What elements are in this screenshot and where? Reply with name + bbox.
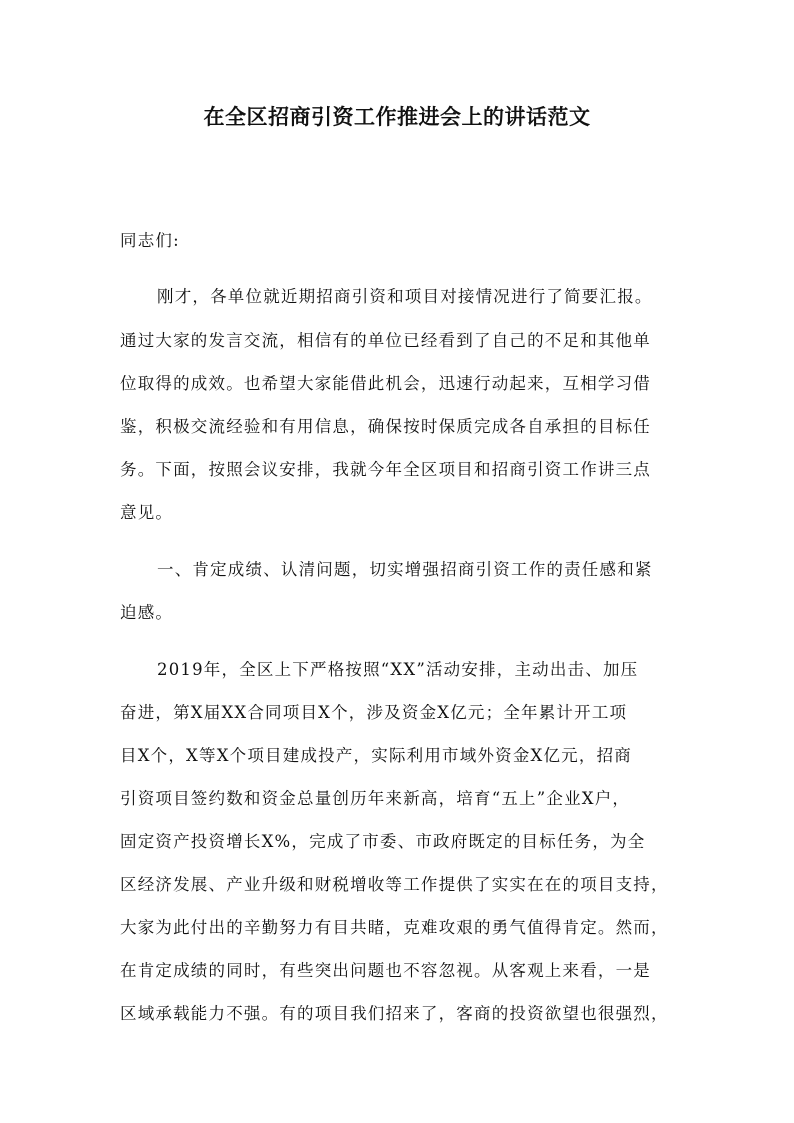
paragraph-line: 引资项目签约数和资金总量创历年来新高，培育“五上”企业X户， (120, 789, 631, 808)
paragraph-line: 固定资产投资增长X%，完成了市委、市政府既定的目标任务，为全 (120, 832, 646, 851)
section-heading-line: 迫感。 (120, 603, 174, 622)
paragraph-line: 目X个，X等X个项目建成投产，实际利用市域外资金X亿元，招商 (120, 746, 632, 765)
paragraph-line: 在肯定成绩的同时，有些突出问题也不容忽视。从客观上来看，一是 (120, 961, 651, 980)
paragraph-line: 意见。 (120, 503, 174, 522)
paragraph-line: 区域承载能力不强。有的项目我们招来了，客商的投资欲望也很强烈， (120, 1004, 669, 1023)
paragraph-line: 鉴，积极交流经验和有用信息，确保按时保质完成各自承担的目标任 (120, 417, 651, 436)
paragraph-line: 区经济发展、产业升级和财税增收等工作提供了实实在在的项目支持， (120, 875, 669, 894)
paragraph-line: 2019年，全区上下严格按照“XX”活动安排，主动出击、加压 (157, 660, 639, 679)
section-heading-line: 一、肯定成绩、认清问题，切实增强招商引资工作的责任感和紧 (157, 560, 653, 579)
document-title: 在全区招商引资工作推进会上的讲话范文 (203, 105, 591, 129)
paragraph-line: 通过大家的发言交流，相信有的单位已经看到了自己的不足和其他单 (120, 331, 651, 350)
paragraph-line: 刚才，各单位就近期招商引资和项目对接情况进行了简要汇报。 (157, 287, 653, 306)
paragraph-line: 务。下面，按照会议安排，我就今年全区项目和招商引资工作讲三点 (120, 460, 651, 479)
paragraph-line: 奋进，第X届XX合同项目X个，涉及资金X亿元；全年累计开工项 (120, 703, 628, 722)
paragraph-line: 位取得的成效。也希望大家能借此机会，迅速行动起来，互相学习借 (120, 374, 651, 393)
paragraph-line: 大家为此付出的辛勤努力有目共睹，克难攻艰的勇气值得肯定。然而， (120, 918, 669, 937)
salutation: 同志们: (120, 231, 180, 250)
